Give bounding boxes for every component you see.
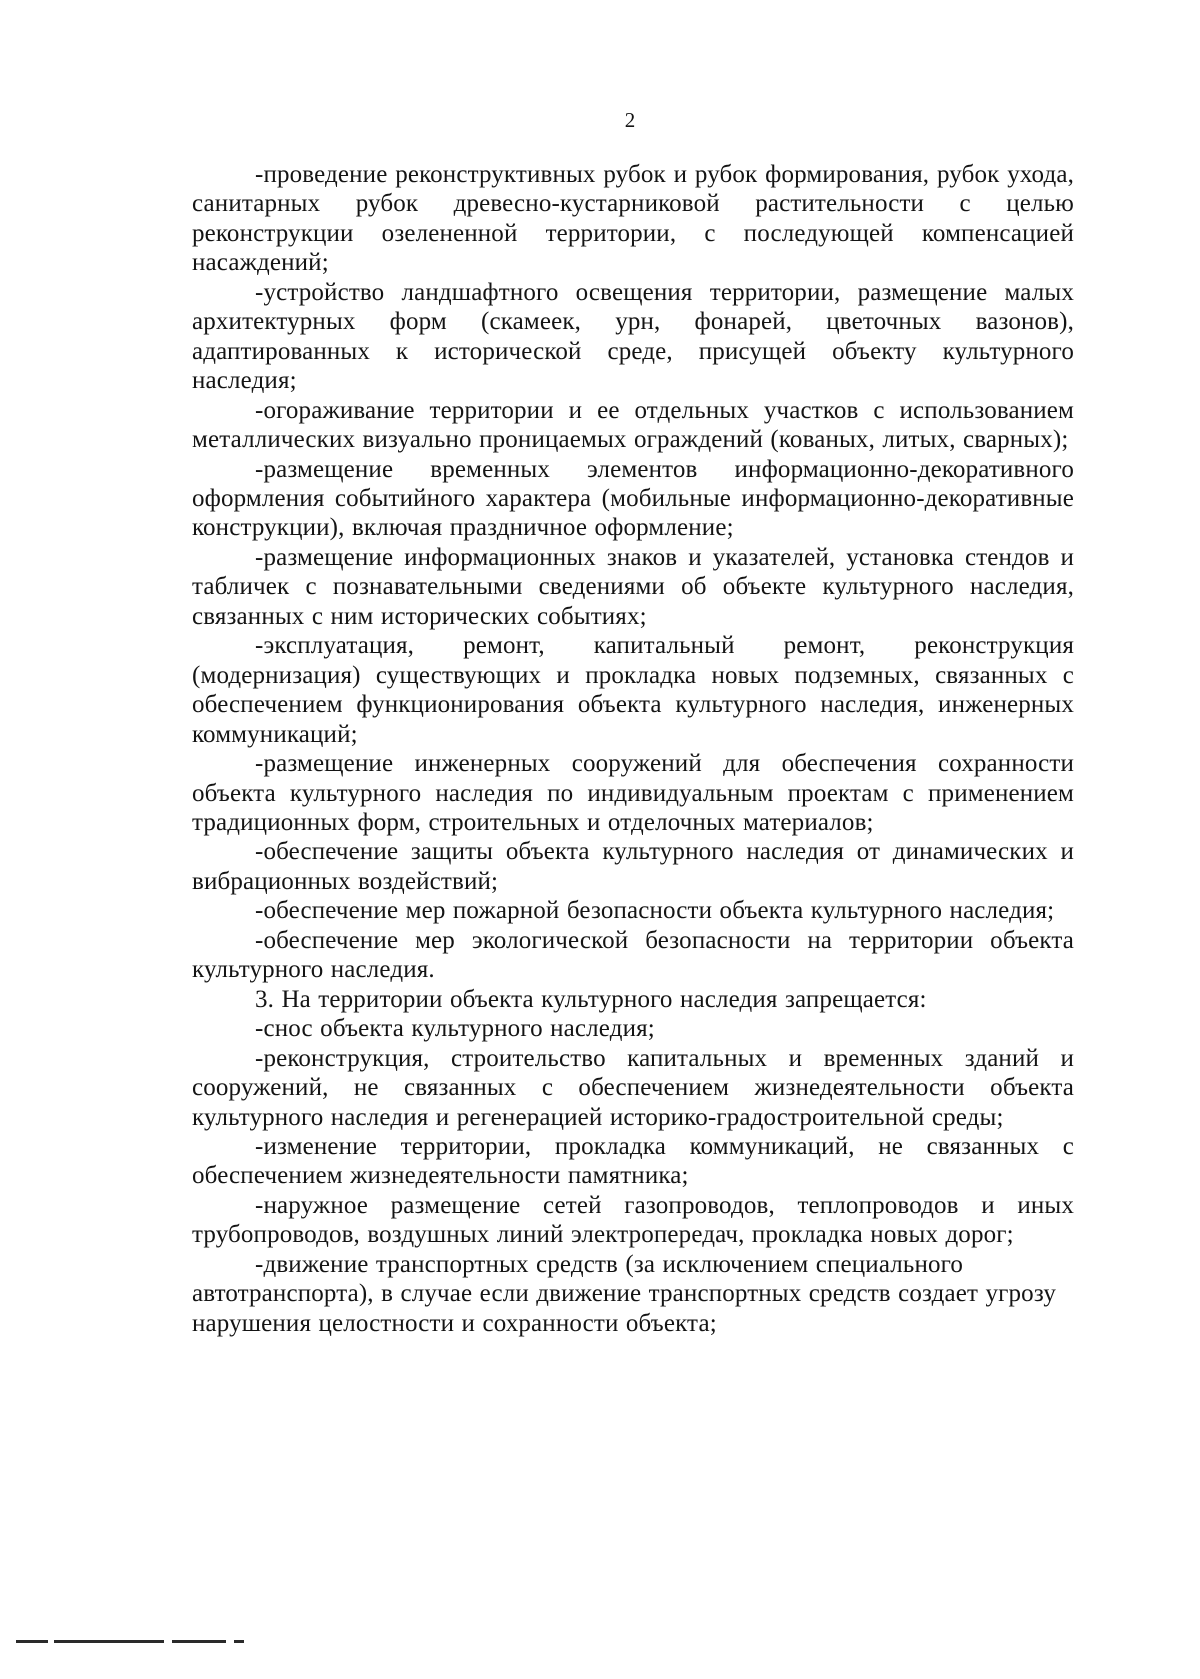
section-heading: 3. На территории объекта культурного наследия запрещается: xyxy=(255,985,927,1013)
document-body xyxy=(192,160,1074,1338)
paragraph: -эксплуатация, ремонт, капитальный ремонт, реконструкция (модернизация) существующих и прокладка новых подземных, связанных с обеспечением функционирования объекта культурного наследия, инженерных коммуникаций; xyxy=(192,632,1074,748)
paragraph: -наружное размещение сетей газопроводов, теплопроводов и иных трубопроводов, воздушных линий электропередач, прокладка новых дорог; xyxy=(192,1191,1074,1249)
paragraph: -обеспечение мер экологической безопасности на территории объекта культурного наследия. xyxy=(192,926,1074,984)
page-number: 2 xyxy=(624,108,636,132)
paragraph: -реконструкция, строительство капитальных и временных зданий и сооружений, не связанных с обеспечением жизнедеятельности объекта культурного наследия и регенерацией историко-градостроительной среды; xyxy=(192,1044,1074,1131)
scan-mark xyxy=(172,1640,226,1643)
paragraph: -проведение реконструктивных рубок и рубок формирования, рубок ухода, санитарных рубок древесно-кустарниковой растительности с целью реконструкции озелененной территории, с последующей компенсацией насаждений; xyxy=(192,161,1074,277)
paragraph: -размещение инженерных сооружений для обеспечения сохранности объекта культурного наследия по индивидуальным проектам с применением традиционных форм, строительных и отделочных материалов; xyxy=(192,750,1074,836)
scan-artifact-marks xyxy=(0,1636,300,1646)
paragraph: -обеспечение мер пожарной безопасности объекта культурного наследия; xyxy=(255,897,1055,925)
paragraph: -изменение территории, прокладка коммуникаций, не связанных с обеспечением жизнедеятельности памятника; xyxy=(192,1132,1074,1190)
paragraph: -огораживание территории и ее отдельных участков с использованием металлических визуально проницаемых ограждений (кованых, литых, сварных); xyxy=(192,396,1074,454)
paragraph: -устройство ландшафтного освещения территории, размещение малых архитектурных форм (скамеек, урн, фонарей, цветочных вазонов), адаптированных к исторической среде, присущей объекту культурного наследия; xyxy=(192,278,1074,395)
paragraph: -снос объекта культурного наследия; xyxy=(255,1015,655,1043)
paragraph: -обеспечение защиты объекта культурного наследия от динамических и вибрационных воздействий; xyxy=(192,838,1074,895)
scan-mark xyxy=(54,1640,164,1643)
paragraph: -размещение информационных знаков и указателей, установка стендов и табличек с познавательными сведениями об объекте культурного наследия, связанных с ним исторических событиях; xyxy=(192,543,1074,630)
paragraph: -размещение временных элементов информационно-декоративного оформления событийного характера (мобильные информационно-декоративные конструкции), включая праздничное оформление; xyxy=(192,455,1074,542)
scan-mark xyxy=(16,1640,48,1643)
paragraph: -движение транспортных средств (за исключением специального автотранспорта), в случае если движение транспортных средств создает угрозу нарушения целостности и сохранности объекта; xyxy=(192,1250,1056,1337)
scan-mark xyxy=(234,1640,244,1643)
